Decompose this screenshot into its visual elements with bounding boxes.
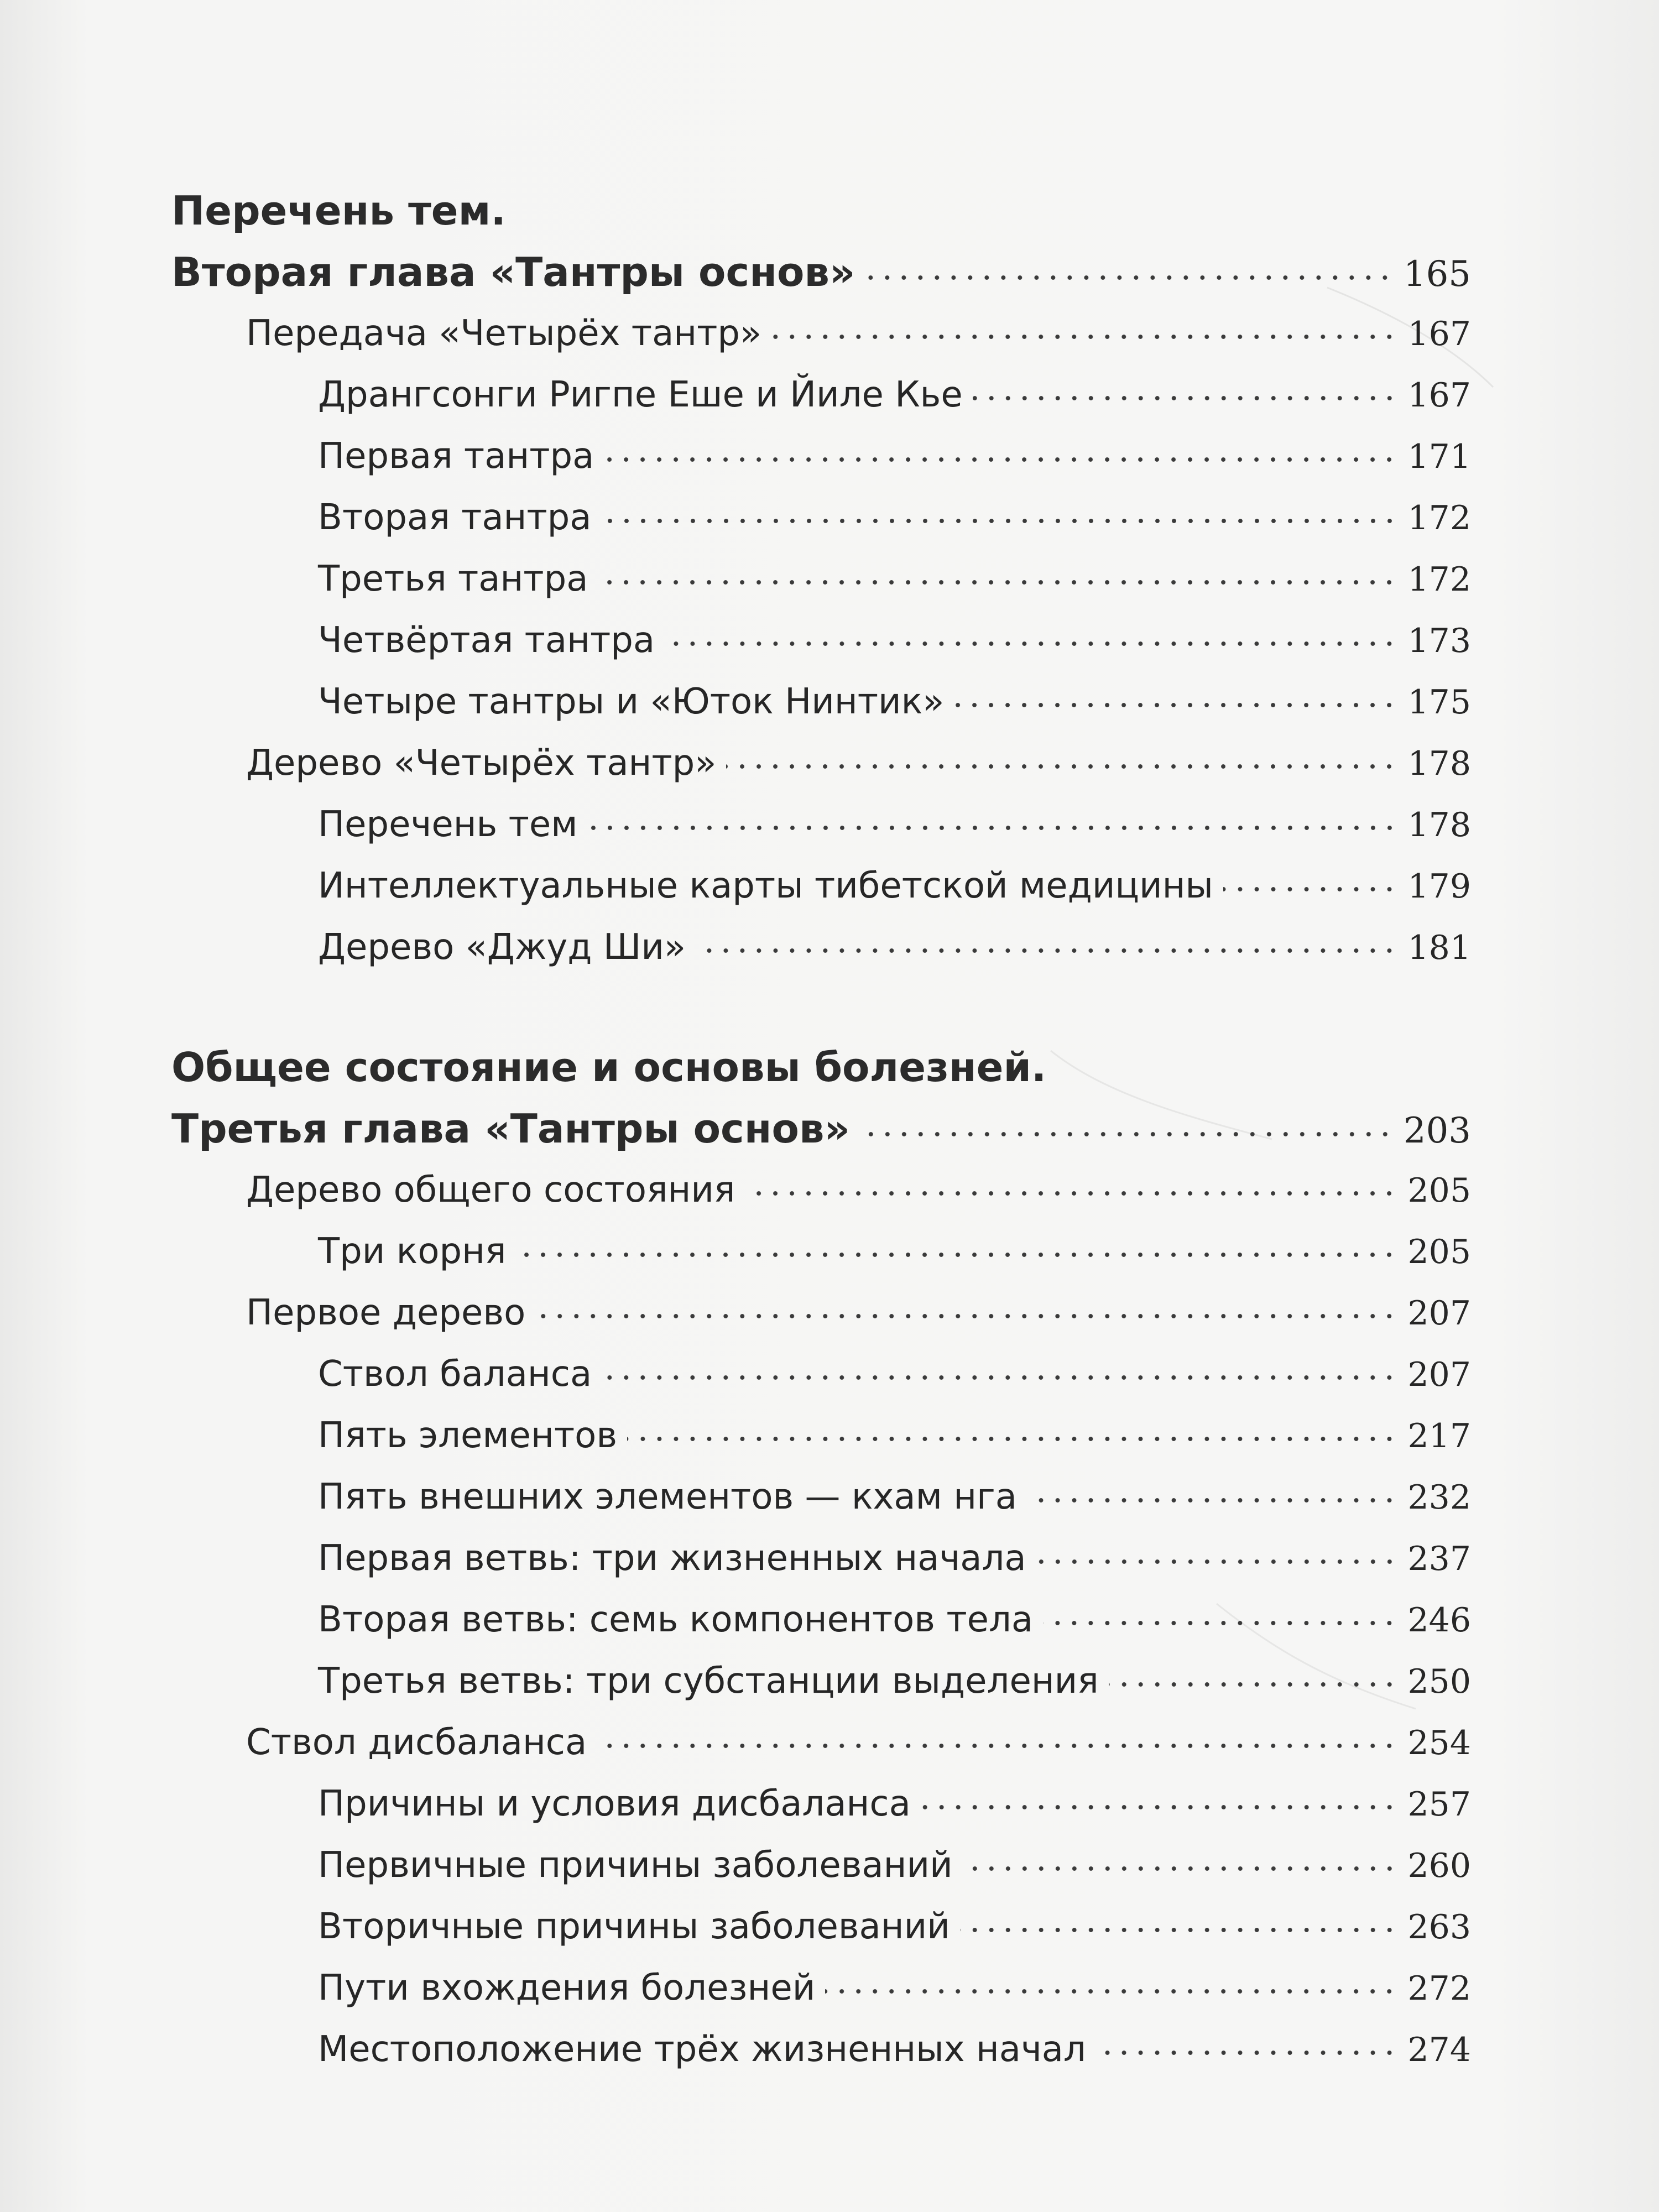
- entry-label: Третья ветвь: три субстанции выделения: [318, 1661, 1099, 1702]
- page-number: 178: [1407, 806, 1471, 844]
- page-number: 178: [1407, 744, 1471, 783]
- leader-dots: [954, 697, 1397, 713]
- leader-dots: [921, 1799, 1398, 1815]
- leader-dots: [1096, 2044, 1398, 2061]
- leader-dots: [597, 1738, 1397, 1754]
- page-number: 257: [1407, 1785, 1471, 1824]
- leader-dots: [771, 328, 1397, 345]
- entry-label: Четвёртая тантра: [318, 620, 655, 661]
- toc-entry[interactable]: [171, 1651, 1471, 1712]
- entry-label: Вторая тантра: [318, 497, 592, 538]
- entry-label: Вторая глава «Тантры основ»: [171, 249, 855, 295]
- toc-entry[interactable]: [171, 487, 1471, 549]
- leader-dots: [665, 635, 1397, 652]
- entry-label: Пять элементов: [318, 1415, 618, 1456]
- toc-entry[interactable]: [171, 1528, 1471, 1589]
- toc-entry[interactable]: [171, 2019, 1471, 2080]
- leader-dots: [604, 451, 1397, 468]
- toc-entry[interactable]: [171, 610, 1471, 671]
- toc-section-2: [171, 1037, 1471, 2080]
- page-number: 217: [1407, 1417, 1471, 1455]
- entry-label: Причины и условия дисбаланса: [318, 1783, 911, 1824]
- leader-dots: [696, 942, 1397, 959]
- toc-entry[interactable]: [171, 364, 1471, 426]
- leader-dots: [1036, 1553, 1398, 1570]
- leader-dots: [627, 1431, 1397, 1447]
- toc-entry[interactable]: [171, 303, 1471, 364]
- toc-entry[interactable]: [171, 1405, 1471, 1467]
- leader-dots: [726, 758, 1397, 775]
- entry-label: Дерево общего состояния: [246, 1170, 735, 1211]
- page-number: 250: [1407, 1662, 1471, 1701]
- page-number: 205: [1407, 1171, 1471, 1210]
- leader-dots: [825, 1983, 1397, 2000]
- entry-label: Третья глава «Тантры основ»: [171, 1105, 851, 1152]
- leader-dots: [1109, 1676, 1398, 1693]
- entry-label: Вторичные причины заболеваний: [318, 1906, 950, 1947]
- entry-label: Дерево «Четырёх тантр»: [246, 743, 717, 784]
- chapter-heading[interactable]: [171, 1098, 1471, 1160]
- entry-label: Перечень тем: [318, 804, 578, 845]
- page-number: 260: [1407, 1846, 1471, 1885]
- leader-dots: [860, 1126, 1394, 1142]
- leader-dots: [1027, 1492, 1398, 1509]
- leader-dots: [1223, 881, 1398, 898]
- entry-label: Дерево «Джуд Ши»: [318, 927, 686, 968]
- page-number: 167: [1407, 315, 1471, 353]
- entry-label: Ствол баланса: [318, 1354, 592, 1395]
- toc-entry[interactable]: [171, 1773, 1471, 1835]
- page-number: 171: [1407, 437, 1471, 476]
- page-number: 203: [1403, 1110, 1471, 1151]
- page-number: 232: [1407, 1478, 1471, 1517]
- entry-label: Первая ветвь: три жизненных начала: [318, 1538, 1026, 1579]
- toc-entry[interactable]: [171, 1467, 1471, 1528]
- leader-dots: [602, 1369, 1397, 1386]
- page-number: 181: [1407, 928, 1471, 967]
- leader-dots: [973, 390, 1398, 406]
- page-number: 274: [1407, 2031, 1471, 2069]
- page-number: 254: [1407, 1724, 1471, 1762]
- entry-label: Интеллектуальные карты тибетской медицины: [318, 865, 1213, 906]
- entry-label: Вторая ветвь: семь компонентов тела: [318, 1599, 1034, 1640]
- entry-label: Четыре тантры и «Юток Нинтик»: [318, 681, 945, 722]
- toc-entry[interactable]: [171, 1344, 1471, 1405]
- leader-dots: [598, 574, 1397, 591]
- page-number: 173: [1407, 622, 1471, 660]
- leader-dots: [516, 1246, 1397, 1263]
- page-number: 205: [1407, 1233, 1471, 1271]
- page-number: 179: [1407, 867, 1471, 906]
- leader-dots: [1043, 1615, 1397, 1631]
- chapter-heading[interactable]: [171, 242, 1471, 303]
- entry-label: Третья тантра: [318, 559, 588, 599]
- toc-entry[interactable]: [171, 733, 1471, 794]
- section-title: Общее состояние и основы болезней.: [171, 1044, 1047, 1091]
- leader-dots: [745, 1185, 1397, 1202]
- toc-entry[interactable]: [171, 1221, 1471, 1282]
- toc-section-1: [171, 180, 1471, 978]
- leader-dots: [588, 820, 1398, 836]
- toc-entry[interactable]: [171, 549, 1471, 610]
- toc-entry[interactable]: [171, 917, 1471, 978]
- entry-label: Пять внешних элементов — кхам нга: [318, 1477, 1017, 1517]
- page-number: 167: [1407, 376, 1471, 415]
- toc-entry[interactable]: [171, 1958, 1471, 2019]
- page-number: 237: [1407, 1540, 1471, 1578]
- toc-entry[interactable]: [171, 1712, 1471, 1773]
- entry-label: Ствол дисбаланса: [246, 1722, 587, 1763]
- page-number: 207: [1407, 1355, 1471, 1394]
- leader-dots: [963, 1860, 1398, 1877]
- page-number: 172: [1407, 560, 1471, 599]
- toc-entry[interactable]: [171, 855, 1471, 917]
- page-number: 246: [1407, 1601, 1471, 1640]
- toc-entry[interactable]: [171, 671, 1471, 733]
- table-of-contents: [171, 180, 1471, 2080]
- page-number: 165: [1403, 254, 1471, 295]
- toc-entry[interactable]: [171, 1282, 1471, 1344]
- page-number: 207: [1407, 1294, 1471, 1333]
- toc-entry[interactable]: [171, 794, 1471, 855]
- entry-label: Передача «Четырёх тантр»: [246, 313, 762, 354]
- leader-dots: [865, 269, 1393, 286]
- entry-label: Первое дерево: [246, 1292, 526, 1333]
- page-number: 272: [1407, 1969, 1471, 2008]
- entry-label: Первая тантра: [318, 436, 594, 477]
- entry-label: Дрангсонги Ригпе Еше и Йиле Кье: [318, 374, 963, 415]
- page-number: 263: [1407, 1908, 1471, 1947]
- toc-entry[interactable]: [171, 1896, 1471, 1958]
- entry-label: Пути вхождения болезней: [318, 1968, 816, 2008]
- entry-label: Три корня: [318, 1231, 507, 1272]
- section-title: Перечень тем.: [171, 187, 506, 234]
- toc-entry[interactable]: [171, 1160, 1471, 1221]
- toc-entry[interactable]: [171, 1589, 1471, 1651]
- page-number: 175: [1407, 683, 1471, 722]
- leader-dots: [602, 513, 1398, 529]
- page-number: 172: [1407, 499, 1471, 538]
- toc-entry[interactable]: [171, 426, 1471, 487]
- leader-dots: [960, 1922, 1398, 1938]
- toc-entry[interactable]: [171, 1835, 1471, 1896]
- entry-label: Первичные причины заболеваний: [318, 1845, 953, 1886]
- entry-label: Местоположение трёх жизненных начал: [318, 2029, 1086, 2070]
- leader-dots: [535, 1308, 1397, 1324]
